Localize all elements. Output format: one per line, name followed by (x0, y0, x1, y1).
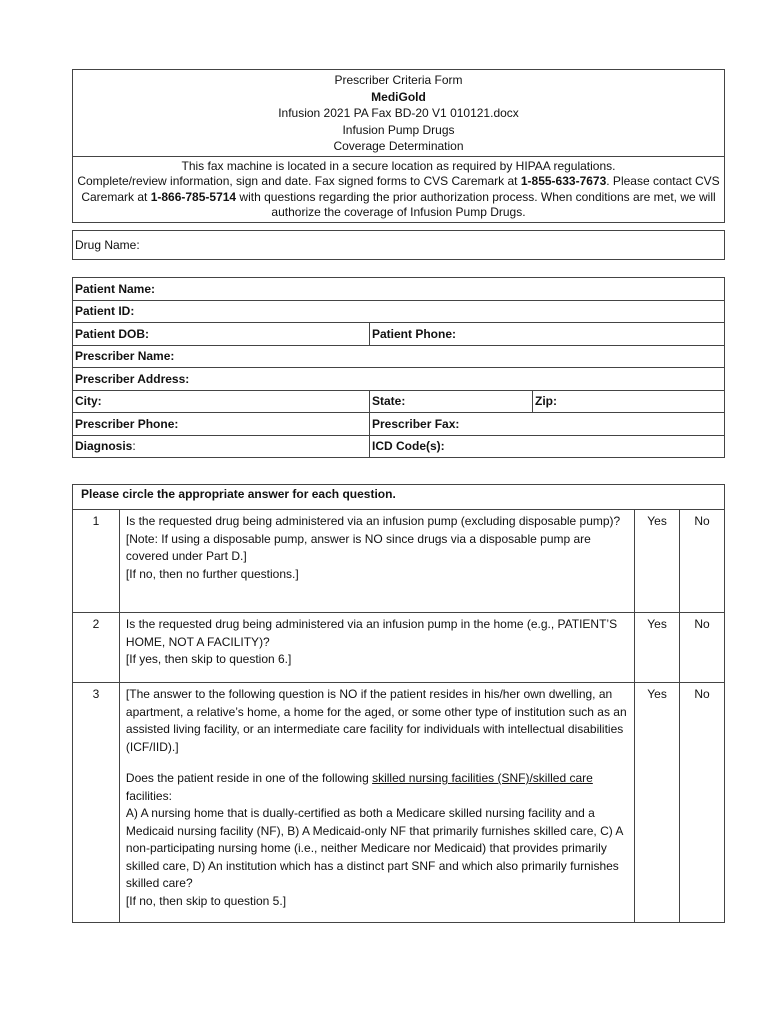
notice-body (75, 174, 722, 221)
prescriber-name-field[interactable] (73, 345, 725, 368)
notice-part1: Complete/review information, sign and date. Fax signed forms to CVS Caremark at (77, 174, 521, 188)
form-header (72, 69, 725, 223)
patient-info-table (72, 277, 725, 458)
prescriber-name-label: Prescriber Name: (75, 349, 175, 364)
header-titles (73, 70, 724, 156)
q3-options: A) A nursing home that is dually-certified as both a Medicare skilled nursing facility and a Medicaid nursing facility (NF), B) A Medicaid-only NF that primarily furnishes skilled care, C) A non-participating nursing home (i.e., neither Medicare nor Medicaid) that provides primarily skilled care, D) An institution which has a distinct part SNF and which also primarily furnishes skilled care? (125, 806, 623, 890)
drug-class: Infusion Pump Drugs (342, 122, 455, 137)
snf-definition-link: skilled nursing facilities (SNF)/skilled care (372, 771, 593, 785)
patient-dob-field[interactable] (73, 323, 370, 346)
form-subtitle: Coverage Determination (333, 139, 464, 153)
fax-number: 1-855-633-7673 (520, 174, 607, 188)
patient-name-field[interactable] (73, 278, 725, 301)
patient-name-label: Patient Name: (75, 281, 156, 296)
patient-phone-field[interactable] (370, 323, 725, 346)
drug-name-label: Drug Name: (75, 238, 140, 252)
q2-yes-option[interactable]: Yes (635, 613, 680, 683)
question-text (119, 683, 634, 923)
q1-line1: Is the requested drug being administered via an infusion pump (excluding disposable pump)? (125, 514, 621, 528)
form-title: Prescriber Criteria Form (334, 73, 463, 87)
q2-no-option[interactable]: No (680, 613, 725, 683)
hipaa-notice (73, 156, 724, 222)
city-label: City: (75, 394, 102, 409)
question-number: 1 (73, 510, 120, 613)
icd-codes-field[interactable] (370, 435, 725, 458)
notice-part2: . Please contact CVS Caremark at (81, 174, 720, 204)
q1-line3: [If no, then no further questions.] (125, 566, 299, 581)
patient-id-label: Patient ID: (75, 304, 135, 319)
prescriber-phone-label: Prescriber Phone: (75, 416, 179, 431)
zip-label: Zip: (535, 394, 557, 409)
questions-instruction: Please circle the appropriate answer for each question. (73, 485, 725, 510)
drug-name-field[interactable] (72, 230, 725, 260)
document-name: Infusion 2021 PA Fax BD-20 V1 010121.docx (278, 106, 519, 120)
questions-table (72, 484, 725, 923)
notice-line1: This fax machine is located in a secure location as required by HIPAA regulations. (181, 158, 616, 173)
q3-preface: [The answer to the following question is NO if the patient resides in his/her own dwelling, an apartment, a relative’s home, a home for the aged, or some other type of institution such as an assisted living facility, or an intermediate care facility for individuals with intellectual disabilities (ICF/IID).] (125, 687, 627, 754)
q3-yes-option[interactable]: Yes (635, 683, 680, 923)
plan-name: MediGold (371, 89, 426, 104)
diagnosis-colon: : (132, 439, 136, 454)
question-row (73, 683, 725, 923)
question-text (119, 613, 634, 683)
question-number: 2 (73, 613, 120, 683)
prescriber-address-field[interactable] (73, 368, 725, 391)
patient-id-field[interactable] (73, 300, 725, 323)
prescriber-fax-field[interactable] (370, 413, 725, 436)
q3-no-option[interactable]: No (680, 683, 725, 923)
q1-no-option[interactable]: No (680, 510, 725, 613)
q2-line2: [If yes, then skip to question 6.] (125, 652, 292, 666)
prescriber-fax-label: Prescriber Fax: (372, 416, 460, 431)
q3-question-end: facilities: (125, 788, 172, 803)
icd-codes-label: ICD Code(s): (372, 439, 445, 454)
notice-part3: with questions regarding the prior authorization process. When conditions are met, we will authorize the coverage of Infusion Pump Drugs. (236, 189, 716, 219)
question-row (73, 510, 725, 613)
question-text (119, 510, 634, 613)
diagnosis-label: Diagnosis (75, 439, 133, 454)
patient-phone-label: Patient Phone: (372, 326, 457, 341)
q1-line2: [Note: If using a disposable pump, answer is NO since drugs via a disposable pump are covered under Part D.] (125, 531, 591, 563)
zip-field[interactable] (533, 390, 725, 413)
q3-question (126, 770, 628, 805)
patient-dob-label: Patient DOB: (75, 326, 150, 341)
prescriber-address-label: Prescriber Address: (75, 371, 190, 386)
question-number: 3 (73, 683, 120, 923)
phone-number: 1-866-785-5714 (150, 189, 237, 204)
state-label: State: (372, 394, 406, 409)
question-row (73, 613, 725, 683)
state-field[interactable] (370, 390, 533, 413)
diagnosis-field[interactable] (73, 435, 370, 458)
q2-line1: Is the requested drug being administered via an infusion pump in the home (e.g., PATIENT’S HOME, NOT A FACILITY)? (125, 617, 618, 649)
prescriber-phone-field[interactable] (73, 413, 370, 436)
q1-yes-option[interactable]: Yes (635, 510, 680, 613)
q3-skip: [If no, then skip to question 5.] (125, 893, 287, 908)
q3-question-start: Does the patient reside in one of the following (125, 771, 373, 785)
city-field[interactable] (73, 390, 370, 413)
